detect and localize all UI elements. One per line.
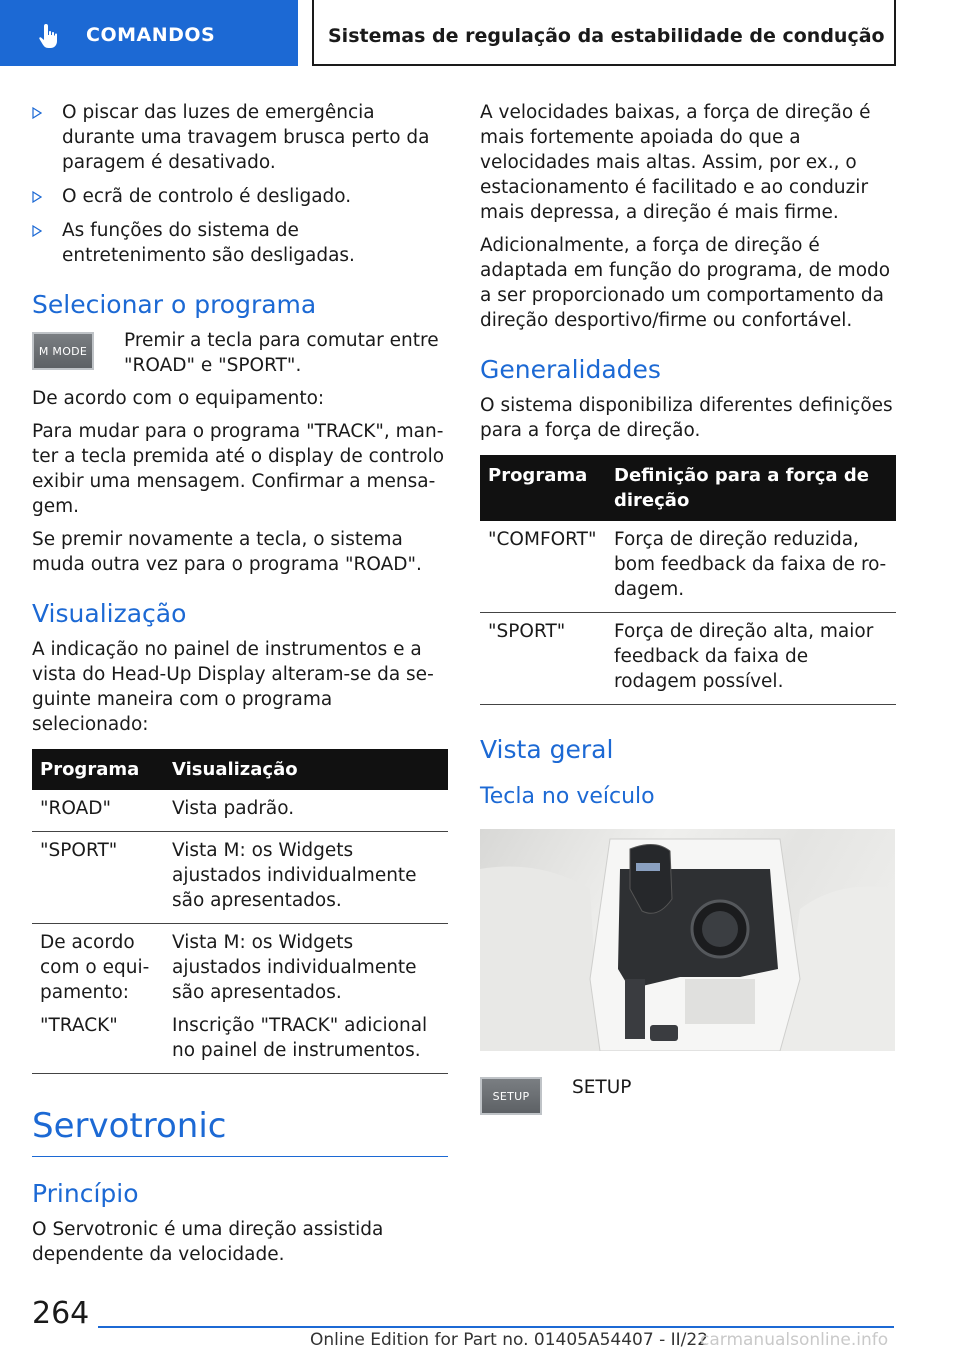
hand-icon bbox=[36, 22, 64, 50]
chapter-title: Sistemas de regulação da estabilidade de condução bbox=[328, 25, 885, 47]
left-column bbox=[32, 100, 448, 1275]
table-cell: Inscrição "TRACK" adicional no painel de instrumentos. bbox=[164, 1007, 448, 1074]
setup-text: SETUP bbox=[572, 1077, 632, 1098]
table-row bbox=[32, 790, 448, 832]
chapter-title-box bbox=[312, 0, 896, 66]
section-tab bbox=[0, 0, 298, 66]
page-number: 264 bbox=[32, 1296, 90, 1331]
triangle-bullet-icon bbox=[32, 225, 42, 237]
list-item-text: As funções do sistema de entretenimento são desligadas. bbox=[62, 220, 355, 266]
table-row bbox=[480, 613, 896, 705]
table-cell: "ROAD" bbox=[32, 790, 164, 832]
triangle-bullet-icon bbox=[32, 191, 42, 203]
setup-row bbox=[480, 1073, 896, 1121]
heading-general: Generalidades bbox=[480, 355, 661, 384]
table-cell: Vista padrão. bbox=[164, 790, 448, 832]
heading-overview: Vista geral bbox=[480, 735, 614, 764]
heading-servotronic: Servotronic bbox=[32, 1106, 448, 1157]
list-item-text: O ecrã de controlo é desligado. bbox=[62, 186, 352, 207]
page-footer bbox=[0, 1290, 960, 1362]
paragraph-general: O sistema disponibiliza diferentes definições para a força de direção. bbox=[480, 395, 893, 441]
table-row bbox=[480, 521, 896, 613]
heading-visualization: Visualização bbox=[32, 599, 187, 628]
heading-select-program: Selecionar o programa bbox=[32, 290, 317, 319]
table-header: Programa bbox=[32, 749, 164, 790]
center-console-illustration bbox=[480, 829, 895, 1051]
list-item bbox=[32, 184, 448, 209]
paragraph-visualization: A indicação no painel de instrumentos e a vista do Head-Up Display alteram-se da seguinte maneira com o programa selecionado: bbox=[32, 639, 434, 735]
table-header: Definição para a força de direção bbox=[606, 455, 896, 521]
heading-key-in-vehicle: Tecla no veículo bbox=[480, 784, 655, 809]
table-row bbox=[32, 832, 448, 924]
table-cell: Força de direção reduzida, bom feedback da faixa de rodagem. bbox=[606, 521, 896, 613]
table-cell: "SPORT" bbox=[32, 832, 164, 924]
bullet-list bbox=[32, 100, 448, 268]
list-item bbox=[32, 218, 448, 268]
table-cell: "COMFORT" bbox=[480, 521, 606, 613]
paragraph-principle: O Servotronic é uma direção assistida dependente da velocidade. bbox=[32, 1219, 384, 1265]
watermark-text: carmanualsonline.info bbox=[700, 1330, 889, 1350]
setup-button-icon: SETUP bbox=[480, 1077, 542, 1115]
section-label: COMANDOS bbox=[86, 24, 216, 46]
paragraph-again: Se premir novamente a tecla, o sistema muda outra vez para o programa "ROAD". bbox=[32, 529, 422, 575]
table-row bbox=[32, 1007, 448, 1074]
heading-principle: Princípio bbox=[32, 1179, 139, 1208]
paragraph-equipment: De acordo com o equipamento: bbox=[32, 388, 325, 409]
table-cell: "TRACK" bbox=[32, 1007, 164, 1074]
mmode-text: Premir a tecla para comutar entre "ROAD" e "SPORT". bbox=[124, 330, 439, 376]
center-console-photo bbox=[480, 829, 895, 1051]
table-cell: "SPORT" bbox=[480, 613, 606, 705]
table-cell: Vista M: os Widgets ajustados individualmente são apresentados. bbox=[172, 932, 417, 1003]
footer-rule bbox=[98, 1326, 894, 1328]
list-item-text: O piscar das luzes de emergência durante uma travagem brusca perto da paragem é desativado. bbox=[62, 102, 430, 173]
table-cell: Força de direção alta, maior feedback da faixa de rodagem possível. bbox=[606, 613, 896, 705]
table-header: Visualização bbox=[164, 749, 448, 790]
edition-text: Online Edition for Part no. 01405A54407 - II/22 bbox=[310, 1330, 709, 1350]
mmode-row bbox=[32, 328, 448, 378]
page-header bbox=[0, 0, 960, 66]
paragraph-1: A velocidades baixas, a força de direção é mais fortemente apoiada do que a velocidades mais altas. Assim, por ex., o estacionamento é facilitado e ao conduzir mais depressa, a direção é mais firme. bbox=[480, 102, 871, 223]
paragraph-track: Para mudar para o programa "TRACK", manter a tecla premida até o display de controlo exibir uma mensagem. Confirmar a mensagem. bbox=[32, 421, 445, 517]
right-column bbox=[480, 100, 896, 1129]
visualization-table bbox=[32, 749, 448, 1074]
table-header: Programa bbox=[480, 455, 606, 521]
steering-table bbox=[480, 455, 896, 705]
table-cell: De acordo com o equipamento: bbox=[40, 932, 150, 1003]
table-cell: Vista M: os Widgets ajustados individualmente são apresentados. bbox=[164, 832, 448, 924]
triangle-bullet-icon bbox=[32, 107, 42, 119]
paragraph-2: Adicionalmente, a força de direção é adaptada em função do programa, de modo a ser proporcionado um comportamento da direção desportivo/firme ou confortável. bbox=[480, 235, 891, 331]
list-item bbox=[32, 100, 448, 175]
mmode-button-icon: M MODE bbox=[32, 332, 94, 370]
table-row bbox=[32, 924, 448, 1008]
